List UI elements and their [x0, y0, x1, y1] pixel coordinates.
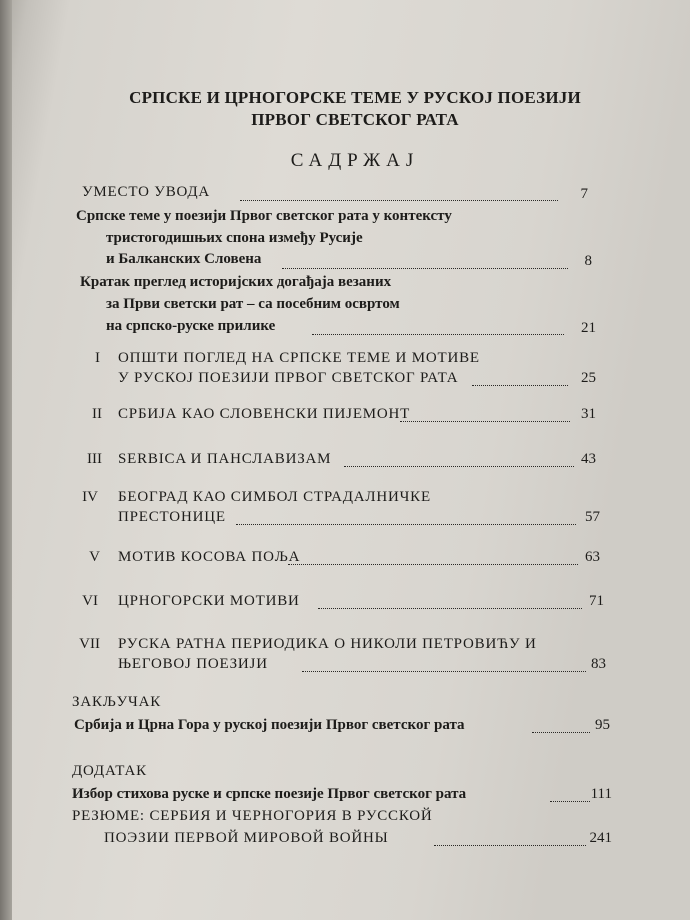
- chapter-title-line1: БЕОГРАД КАО СИМБОЛ СТРАДАЛНИЧКЕ: [118, 489, 431, 505]
- chapter-number: II: [92, 406, 102, 422]
- chapter-number: I: [95, 350, 100, 366]
- page-number: 83: [591, 656, 606, 672]
- chapter-title-line1: РУСКА РАТНА ПЕРИОДИКА О НИКОЛИ ПЕТРОВИЋУ И: [118, 636, 537, 652]
- leader-dots: [472, 385, 568, 386]
- leader-dots: [434, 845, 586, 846]
- page-number: 57: [585, 509, 600, 525]
- page-number: 63: [585, 549, 600, 565]
- summary-line1: РЕЗЮМЕ: СЕРБИЯ И ЧЕРНОГОРИЯ В РУССКОЙ: [72, 808, 433, 824]
- book-spine-shadow: [0, 0, 12, 920]
- page-number: 7: [580, 186, 588, 202]
- conclusion-heading: ЗАКЉУЧАК: [72, 694, 162, 710]
- book-title-line1: СРПСКЕ И ЦРНОГОРСКЕ ТЕМЕ У РУСКОЈ ПОЕЗИЈИ: [129, 88, 581, 107]
- leader-dots: [236, 524, 576, 525]
- page-number: 43: [581, 451, 596, 467]
- chapter-number: VII: [79, 636, 100, 652]
- page-number: 111: [590, 786, 612, 802]
- chapter-number: VI: [82, 593, 98, 609]
- page-number: 95: [595, 717, 610, 733]
- page-number: 71: [589, 593, 604, 609]
- leader-dots: [344, 466, 574, 467]
- intro-item1-line2: тристогодишњих спона између Русије: [106, 230, 363, 246]
- summary-line2: ПОЭЗИИ ПЕРВОЙ МИРОВОЙ ВОЙНЫ: [104, 830, 389, 846]
- chapter-number: V: [89, 549, 100, 565]
- leader-dots: [312, 334, 564, 335]
- page-number: 21: [581, 320, 596, 336]
- chapter-title-line2: ЊЕГОВОЈ ПОЕЗИЈИ: [118, 656, 268, 672]
- conclusion-item: Србија и Црна Гора у руској поезији Првог светског рата: [74, 717, 465, 733]
- appendix-item: Избор стихова руске и српске поезије Првог светског рата: [72, 786, 467, 802]
- chapter-title-line1: ОПШТИ ПОГЛЕД НА СРПСКЕ ТЕМЕ И МОТИВЕ: [118, 350, 480, 366]
- contents-heading: САДРЖАЈ: [290, 150, 420, 171]
- page-number: 8: [584, 253, 592, 269]
- intro-item2-line2: за Први светски рат – са посебним освртом: [106, 296, 400, 312]
- intro-item1-line1: Српске теме у поезији Првог светског рата у контексту: [76, 208, 452, 224]
- page-number: 31: [581, 406, 596, 422]
- chapter-title-line2: У РУСКОЈ ПОЕЗИЈИ ПРВОГ СВЕТСКОГ РАТА: [118, 370, 459, 386]
- appendix-heading: ДОДАТАК: [72, 763, 147, 779]
- page-number: 241: [589, 830, 612, 846]
- leader-dots: [400, 421, 570, 422]
- leader-dots: [282, 268, 568, 269]
- chapter-title-line1: МОТИВ КОСОВА ПОЉА: [118, 549, 301, 565]
- intro-heading: УМЕСТО УВОДА: [82, 184, 211, 200]
- chapter-title-line1: SERBICA И ПАНСЛАВИЗАМ: [118, 451, 332, 467]
- intro-item2-line3: на српско-руске прилике: [106, 318, 276, 334]
- chapter-number: III: [87, 451, 102, 467]
- intro-item2-line1: Кратак преглед историјских догађаја везаних: [80, 274, 392, 290]
- leader-dots: [288, 564, 578, 565]
- leader-dots: [240, 200, 558, 201]
- leader-dots: [302, 671, 586, 672]
- chapter-title-line1: СРБИЈА КАО СЛОВЕНСКИ ПИЈЕМОНТ: [118, 406, 411, 422]
- chapter-title-line2: ПРЕСТОНИЦЕ: [118, 509, 226, 525]
- chapter-title-line1: ЦРНОГОРСКИ МОТИВИ: [118, 593, 300, 609]
- book-title-line2: ПРВОГ СВЕТСКОГ РАТА: [251, 110, 459, 129]
- page-number: 25: [581, 370, 596, 386]
- chapter-number: IV: [82, 489, 98, 505]
- leader-dots: [318, 608, 582, 609]
- intro-item1-line3: и Балканских Словена: [106, 251, 262, 267]
